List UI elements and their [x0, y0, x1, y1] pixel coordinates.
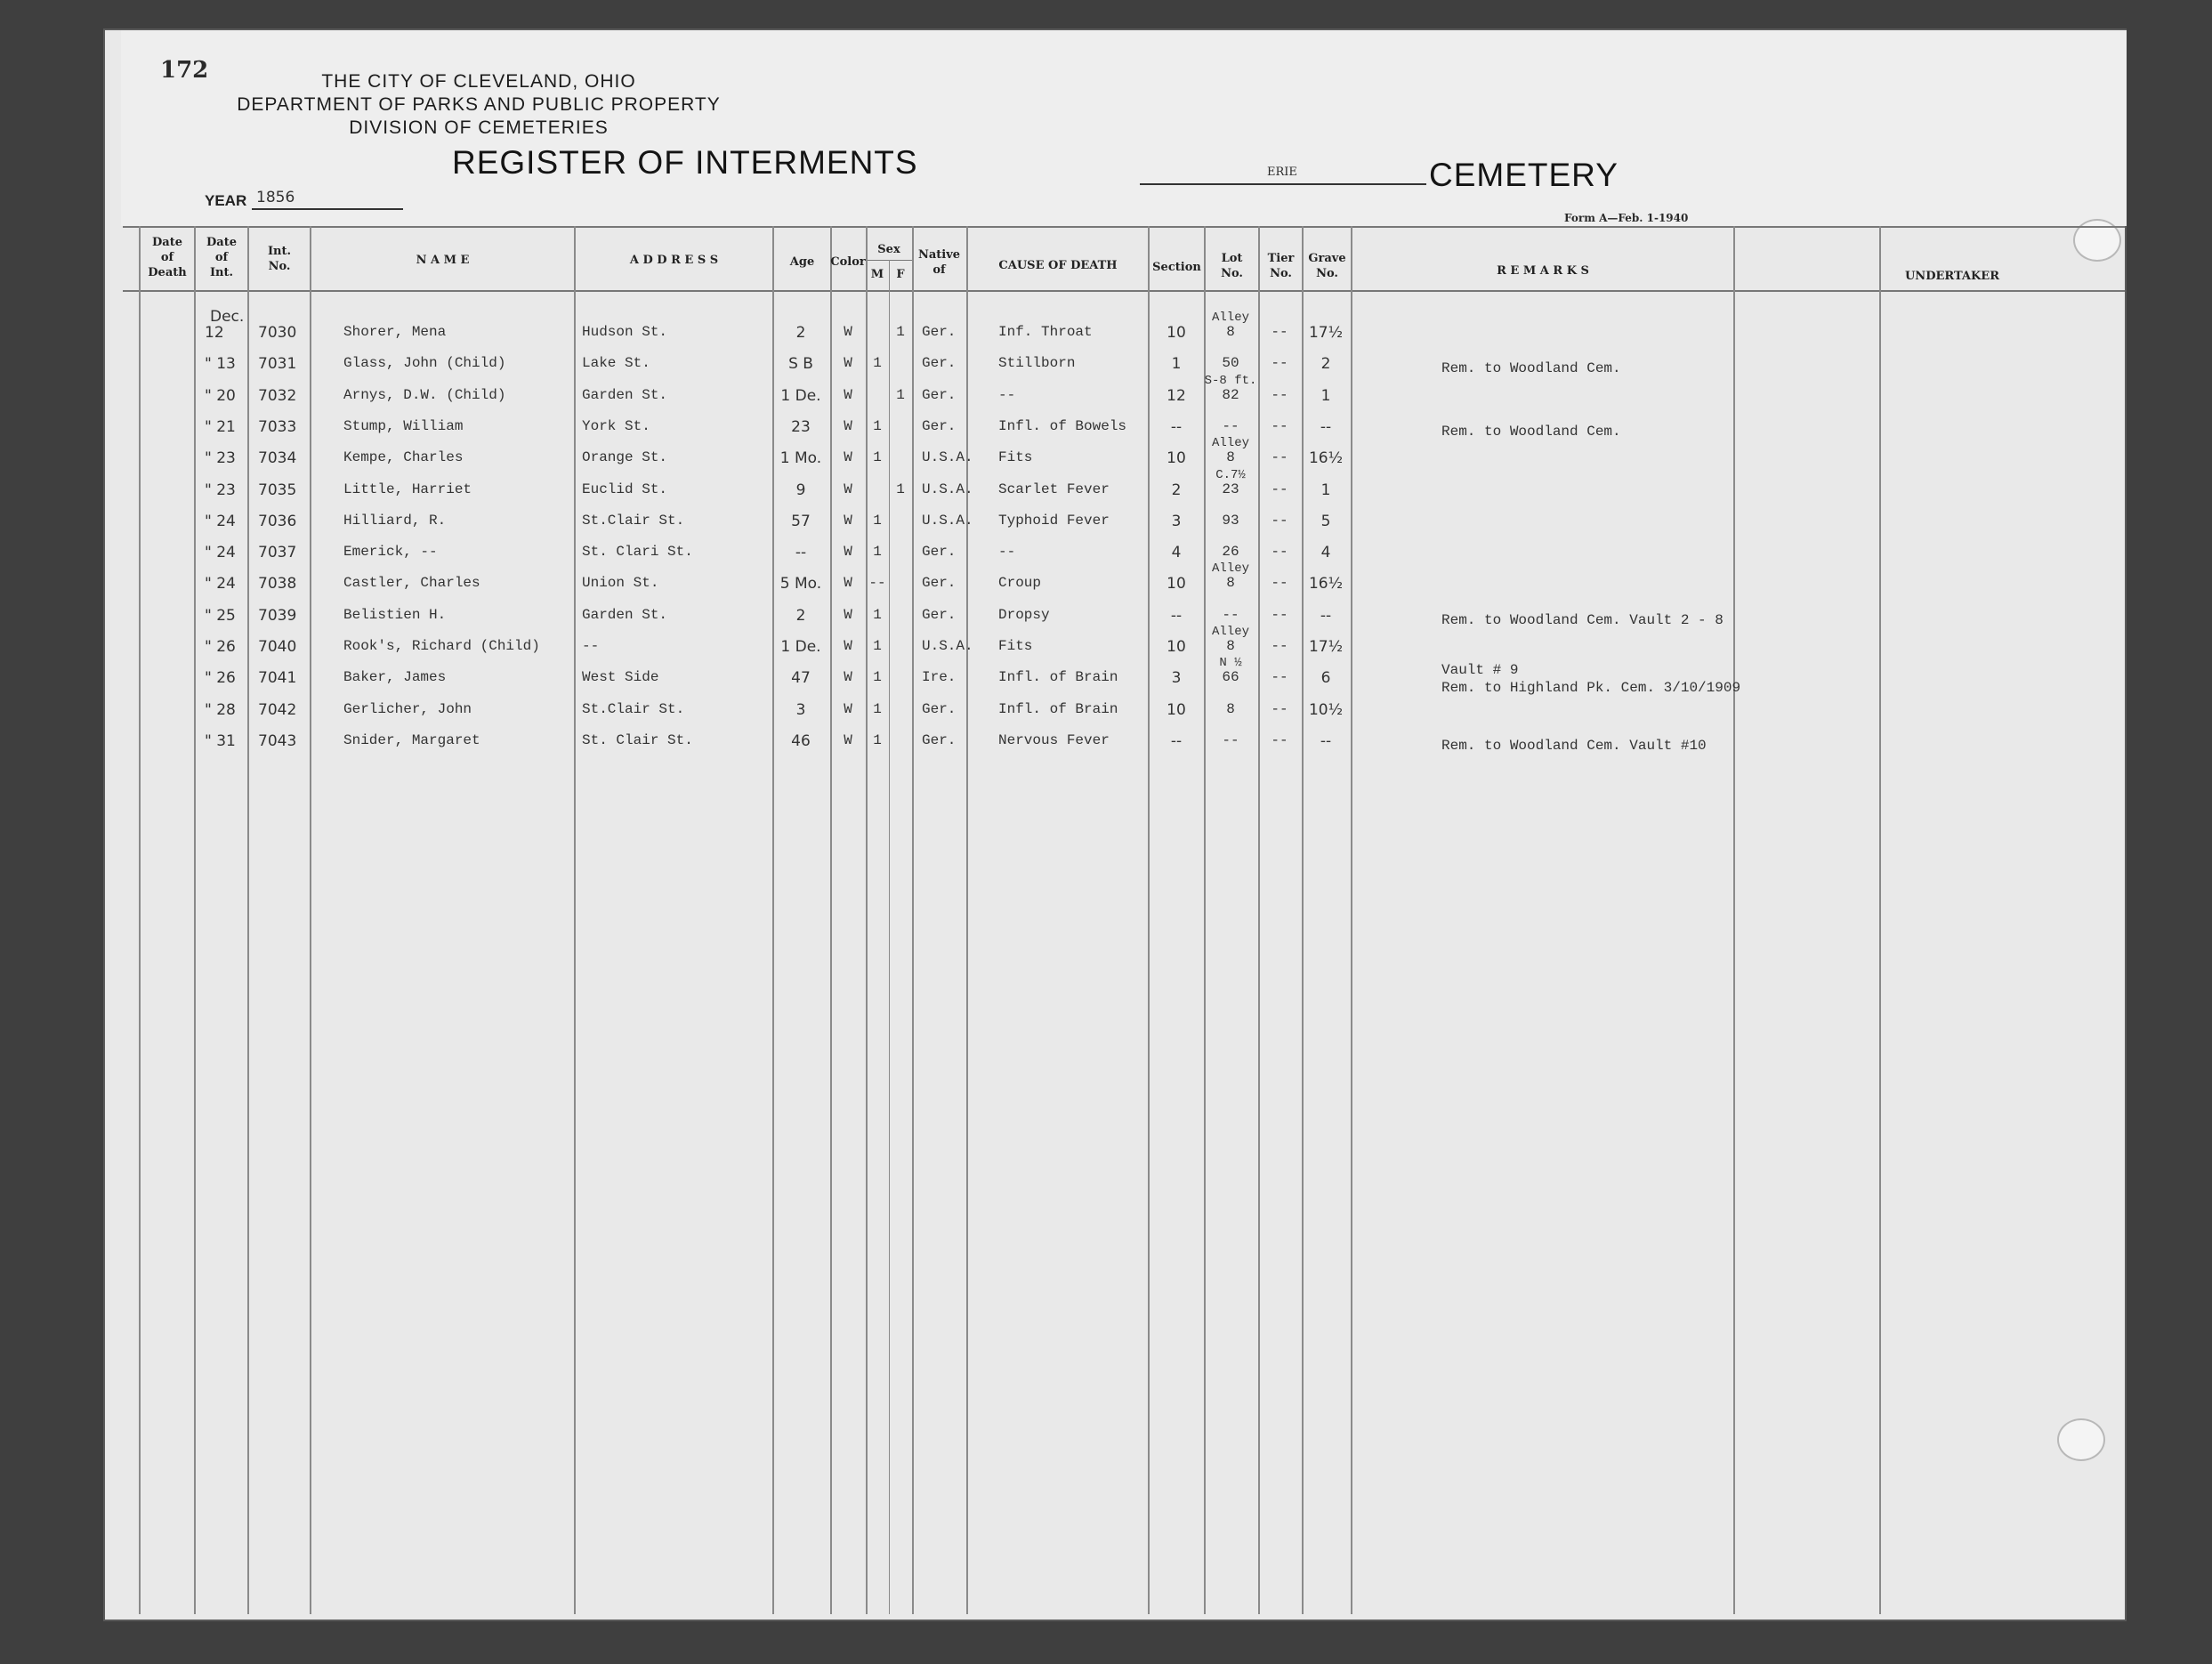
cell-name: Gerlicher, John — [343, 700, 472, 717]
cell-native: Ire. — [922, 669, 957, 686]
cell-int-no: 7038 — [258, 575, 297, 594]
cell-cause: -- — [998, 544, 1016, 561]
cell-remarks: Rem. to Woodland Cem. Vault #10 — [1441, 737, 1707, 754]
cell-cause: Infl. of Brain — [998, 700, 1118, 717]
cell-lot: 8 — [1226, 449, 1235, 466]
cell-name: Castler, Charles — [343, 575, 480, 592]
cell-m: 1 — [873, 512, 882, 529]
cell-age: 2 — [795, 324, 806, 342]
cell-native: Ger. — [922, 324, 957, 340]
cell-address: Orange St. — [582, 449, 668, 466]
cemetery-name-line — [1140, 183, 1426, 185]
cell-native: Ger. — [922, 417, 957, 434]
cell-lot: 8 — [1226, 638, 1235, 654]
cell-cause: Croup — [998, 575, 1042, 592]
cell-date: " 23 — [205, 449, 236, 468]
cell-cause: Inf. Throat — [998, 324, 1093, 340]
cell-grave: 17½ — [1308, 324, 1344, 342]
cell-native: Ger. — [922, 575, 957, 592]
col-address: A D D R E S S — [629, 254, 719, 267]
cell-native: U.S.A. — [922, 481, 973, 497]
cell-lot: 26 — [1222, 544, 1239, 561]
cell-grave: 6 — [1320, 669, 1331, 688]
cell-date: " 24 — [205, 544, 236, 562]
cell-date: " 23 — [205, 481, 236, 499]
cell-native: Ger. — [922, 544, 957, 561]
cell-color: W — [844, 417, 852, 434]
col-undertaker: UNDERTAKER — [1904, 270, 2000, 283]
cell-section: -- — [1170, 417, 1183, 436]
cell-tier: -- — [1271, 544, 1288, 561]
cell-lot-annotation: Alley — [1211, 561, 1250, 577]
cell-int-no: 7034 — [258, 449, 297, 468]
cell-cause: Typhoid Fever — [998, 512, 1110, 529]
cell-lot: 23 — [1222, 481, 1239, 497]
cell-f: 1 — [896, 324, 905, 340]
cell-section: -- — [1170, 731, 1183, 750]
cell-cause: Stillborn — [998, 355, 1076, 372]
year-underline — [252, 208, 403, 210]
cell-section: 12 — [1167, 386, 1186, 405]
cell-age: 57 — [791, 512, 811, 530]
cell-section: 10 — [1167, 575, 1186, 594]
cell-grave: 5 — [1320, 512, 1331, 530]
cell-m: 1 — [873, 731, 882, 748]
cell-date: " 20 — [205, 386, 236, 405]
cell-m: 1 — [873, 700, 882, 717]
cemetery-name: ERIE — [1267, 166, 1297, 179]
cell-native: U.S.A. — [922, 512, 973, 529]
cell-color: W — [844, 606, 852, 623]
cell-color: W — [844, 481, 852, 497]
cell-color: W — [844, 324, 852, 340]
cell-cause: Dropsy — [998, 606, 1050, 623]
cell-age: 47 — [791, 669, 811, 688]
cell-lot-annotation: S-8 ft. — [1204, 373, 1257, 388]
cell-name: Glass, John (Child) — [343, 355, 506, 372]
header-department: DEPARTMENT OF PARKS AND PUBLIC PROPERTY — [237, 94, 721, 115]
cell-grave: 16½ — [1308, 575, 1344, 594]
cell-color: W — [844, 669, 852, 686]
cell-tier: -- — [1271, 700, 1288, 717]
cell-int-no: 7030 — [258, 324, 297, 342]
cell-cause: Fits — [998, 638, 1033, 654]
cell-name: Emerick, -- — [343, 544, 438, 561]
cell-color: W — [844, 575, 852, 592]
cell-name: Rook's, Richard (Child) — [343, 638, 540, 654]
cell-m: 1 — [873, 669, 882, 686]
cell-age: 23 — [791, 417, 811, 436]
cell-lot: -- — [1222, 417, 1239, 434]
cell-name: Shorer, Mena — [343, 324, 447, 340]
cell-color: W — [844, 512, 852, 529]
col-remarks: R E M A R K S — [1497, 264, 1589, 278]
cell-color: W — [844, 355, 852, 372]
cell-native: Ger. — [922, 731, 957, 748]
cell-tier: -- — [1271, 449, 1288, 466]
cell-grave: -- — [1320, 731, 1332, 750]
cell-m: -- — [868, 575, 886, 592]
cell-age: 1 De. — [780, 386, 821, 405]
col-date-of-int: Date of Int. — [206, 236, 237, 279]
cell-date: " 26 — [205, 638, 236, 656]
cell-int-no: 7039 — [258, 606, 297, 625]
cell-tier: -- — [1271, 606, 1288, 623]
cell-date: " 24 — [205, 575, 236, 594]
cell-date: " 28 — [205, 700, 236, 719]
col-age: Age — [789, 255, 815, 269]
cell-address: York St. — [582, 417, 650, 434]
cell-age: 2 — [795, 606, 806, 625]
cell-age: 1 De. — [780, 638, 821, 656]
cell-section: 4 — [1171, 544, 1182, 562]
cell-age: 1 Mo. — [779, 449, 822, 468]
col-grave-no: Grave No. — [1308, 252, 1346, 280]
cell-address: Garden St. — [582, 606, 668, 623]
cell-lot-annotation: Alley — [1211, 625, 1250, 639]
cell-section: 2 — [1171, 481, 1182, 499]
cell-section: 10 — [1167, 324, 1186, 342]
cell-name: Little, Harriet — [343, 481, 472, 497]
cell-section: 10 — [1167, 700, 1186, 719]
cell-color: W — [844, 638, 852, 654]
cell-age: -- — [795, 544, 807, 562]
cell-address: St.Clair St. — [582, 700, 685, 717]
cell-name: Kempe, Charles — [343, 449, 464, 466]
cell-address: Euclid St. — [582, 481, 668, 497]
cell-section: -- — [1170, 606, 1183, 625]
cell-color: W — [844, 544, 852, 561]
cell-date: " 21 — [205, 417, 236, 436]
col-lot-no: Lot No. — [1221, 252, 1243, 280]
cell-grave: 2 — [1320, 355, 1331, 374]
cell-date: 12 — [205, 324, 224, 342]
cemetery-label: CEMETERY — [1429, 157, 1619, 193]
cell-int-no: 7036 — [258, 512, 297, 530]
cell-remarks: Rem. to Woodland Cem. — [1441, 423, 1621, 440]
cell-int-no: 7032 — [258, 386, 297, 405]
cell-lot-annotation: Alley — [1211, 311, 1250, 325]
cell-int-no: 7037 — [258, 544, 297, 562]
year-value: 1856 — [256, 189, 295, 206]
page-number: 172 — [160, 57, 209, 84]
cell-address: St. Clair St. — [582, 731, 693, 748]
cell-tier: -- — [1271, 324, 1288, 340]
cell-lot: 8 — [1226, 700, 1235, 717]
cell-remarks: Rem. to Woodland Cem. Vault 2 - 8 — [1441, 611, 1724, 628]
header-city: THE CITY OF CLEVELAND, OHIO — [321, 71, 636, 92]
cell-cause: Fits — [998, 449, 1033, 466]
col-cause-of-death: CAUSE OF DEATH — [998, 259, 1118, 272]
cell-section: 10 — [1167, 638, 1186, 656]
cell-f: 1 — [896, 481, 905, 497]
col-color: Color — [830, 255, 866, 269]
cell-native: Ger. — [922, 386, 957, 403]
binder-hole-bottom — [2057, 1418, 2105, 1461]
cell-m: 1 — [873, 355, 882, 372]
cell-date: " 25 — [205, 606, 236, 625]
cell-date: " 13 — [205, 355, 236, 374]
col-sex-m: M — [870, 268, 884, 281]
cell-section: 3 — [1171, 669, 1182, 688]
cell-tier: -- — [1271, 386, 1288, 403]
col-name: N A M E — [416, 254, 470, 267]
cell-lot: 8 — [1226, 575, 1235, 592]
cell-grave: 16½ — [1308, 449, 1344, 468]
cell-lot: 93 — [1222, 512, 1239, 529]
form-label: Form A—Feb. 1-1940 — [1564, 212, 1689, 224]
cell-tier: -- — [1271, 481, 1288, 497]
cell-lot: 50 — [1222, 355, 1239, 372]
register-sheet — [105, 30, 2125, 1620]
cell-remarks: Vault # 9 — [1441, 662, 1519, 679]
cell-section: 10 — [1167, 449, 1186, 468]
cell-address: Union St. — [582, 575, 659, 592]
cell-tier: -- — [1271, 575, 1288, 592]
cell-native: U.S.A. — [922, 449, 973, 466]
cell-address: West Side — [582, 669, 659, 686]
cell-tier: -- — [1271, 731, 1288, 748]
cell-m: 1 — [873, 449, 882, 466]
cell-f: 1 — [896, 386, 905, 403]
cell-date: " 26 — [205, 669, 236, 688]
cell-m: 1 — [873, 417, 882, 434]
cell-int-no: 7042 — [258, 700, 297, 719]
col-int-no: Int. No. — [267, 245, 292, 273]
cell-date: " 31 — [205, 731, 236, 750]
cell-remarks-line2: Rem. to Highland Pk. Cem. 3/10/1909 — [1441, 680, 1741, 697]
col-sex-f: F — [896, 268, 905, 281]
cell-name: Hilliard, R. — [343, 512, 447, 529]
cell-color: W — [844, 731, 852, 748]
cell-cause: Nervous Fever — [998, 731, 1110, 748]
cell-lot: -- — [1222, 606, 1239, 623]
cell-int-no: 7035 — [258, 481, 297, 499]
cell-native: Ger. — [922, 606, 957, 623]
col-native-of: Native of — [917, 248, 961, 277]
cell-section: 1 — [1171, 355, 1182, 374]
cell-int-no: 7033 — [258, 417, 297, 436]
cell-address: St.Clair St. — [582, 512, 685, 529]
cell-name: Belistien H. — [343, 606, 447, 623]
cell-grave: 10½ — [1308, 700, 1344, 719]
cell-native: U.S.A. — [922, 638, 973, 654]
cell-name: Stump, William — [343, 417, 464, 434]
cell-grave: 17½ — [1308, 638, 1344, 656]
cell-age: 46 — [791, 731, 811, 750]
cell-address: Hudson St. — [582, 324, 668, 340]
cell-grave: 4 — [1320, 544, 1331, 562]
cell-native: Ger. — [922, 700, 957, 717]
cell-remarks: Rem. to Woodland Cem. — [1441, 360, 1621, 377]
cell-address: -- — [582, 638, 600, 654]
cell-tier: -- — [1271, 355, 1288, 372]
cell-date: " 24 — [205, 512, 236, 530]
cell-tier: -- — [1271, 417, 1288, 434]
cell-grave: -- — [1320, 606, 1332, 625]
header-division: DIVISION OF CEMETERIES — [349, 117, 609, 138]
cell-lot-annotation: N ½ — [1219, 656, 1242, 671]
cell-grave: 1 — [1320, 481, 1331, 499]
cell-color: W — [844, 386, 852, 403]
cell-name: Baker, James — [343, 669, 447, 686]
cell-address: Lake St. — [582, 355, 650, 372]
cell-address: Garden St. — [582, 386, 668, 403]
year-label: YEAR — [205, 192, 247, 209]
cell-cause: -- — [998, 386, 1016, 403]
cell-m: 1 — [873, 638, 882, 654]
cell-address: St. Clari St. — [582, 544, 693, 561]
cell-cause: Infl. of Brain — [998, 669, 1118, 686]
cell-grave: -- — [1320, 417, 1332, 436]
cell-age: 5 Mo. — [779, 575, 822, 594]
cell-int-no: 7040 — [258, 638, 297, 656]
col-section: Section — [1152, 261, 1201, 274]
cell-lot: 8 — [1226, 324, 1235, 340]
cell-native: Ger. — [922, 355, 957, 372]
col-date-of-death: Date of Death — [148, 236, 187, 279]
cell-cause: Infl. of Bowels — [998, 417, 1127, 434]
cell-age: 9 — [795, 481, 806, 499]
cell-color: W — [844, 700, 852, 717]
cell-tier: -- — [1271, 669, 1288, 686]
cell-int-no: 7043 — [258, 731, 297, 750]
cell-int-no: 7031 — [258, 355, 297, 374]
cell-m: 1 — [873, 606, 882, 623]
cell-lot: 82 — [1222, 386, 1239, 403]
cell-age: 3 — [795, 700, 806, 719]
month-label: Dec. — [210, 308, 245, 326]
col-tier-no: Tier No. — [1267, 252, 1295, 280]
cell-cause: Scarlet Fever — [998, 481, 1110, 497]
cell-age: S B — [788, 355, 813, 374]
cell-int-no: 7041 — [258, 669, 297, 688]
cell-lot: -- — [1222, 731, 1239, 748]
cell-tier: -- — [1271, 638, 1288, 654]
cell-lot-annotation: Alley — [1211, 436, 1250, 451]
cell-color: W — [844, 449, 852, 466]
cell-lot: 66 — [1222, 669, 1239, 686]
cell-lot-annotation: C.7½ — [1215, 467, 1246, 482]
cell-section: 3 — [1171, 512, 1182, 530]
cell-m: 1 — [873, 544, 882, 561]
cell-name: Arnys, D.W. (Child) — [343, 386, 506, 403]
col-sex: Sex — [877, 243, 900, 256]
cell-name: Snider, Margaret — [343, 731, 480, 748]
cell-grave: 1 — [1320, 386, 1331, 405]
register-title: REGISTER OF INTERMENTS — [452, 144, 918, 181]
cell-tier: -- — [1271, 512, 1288, 529]
